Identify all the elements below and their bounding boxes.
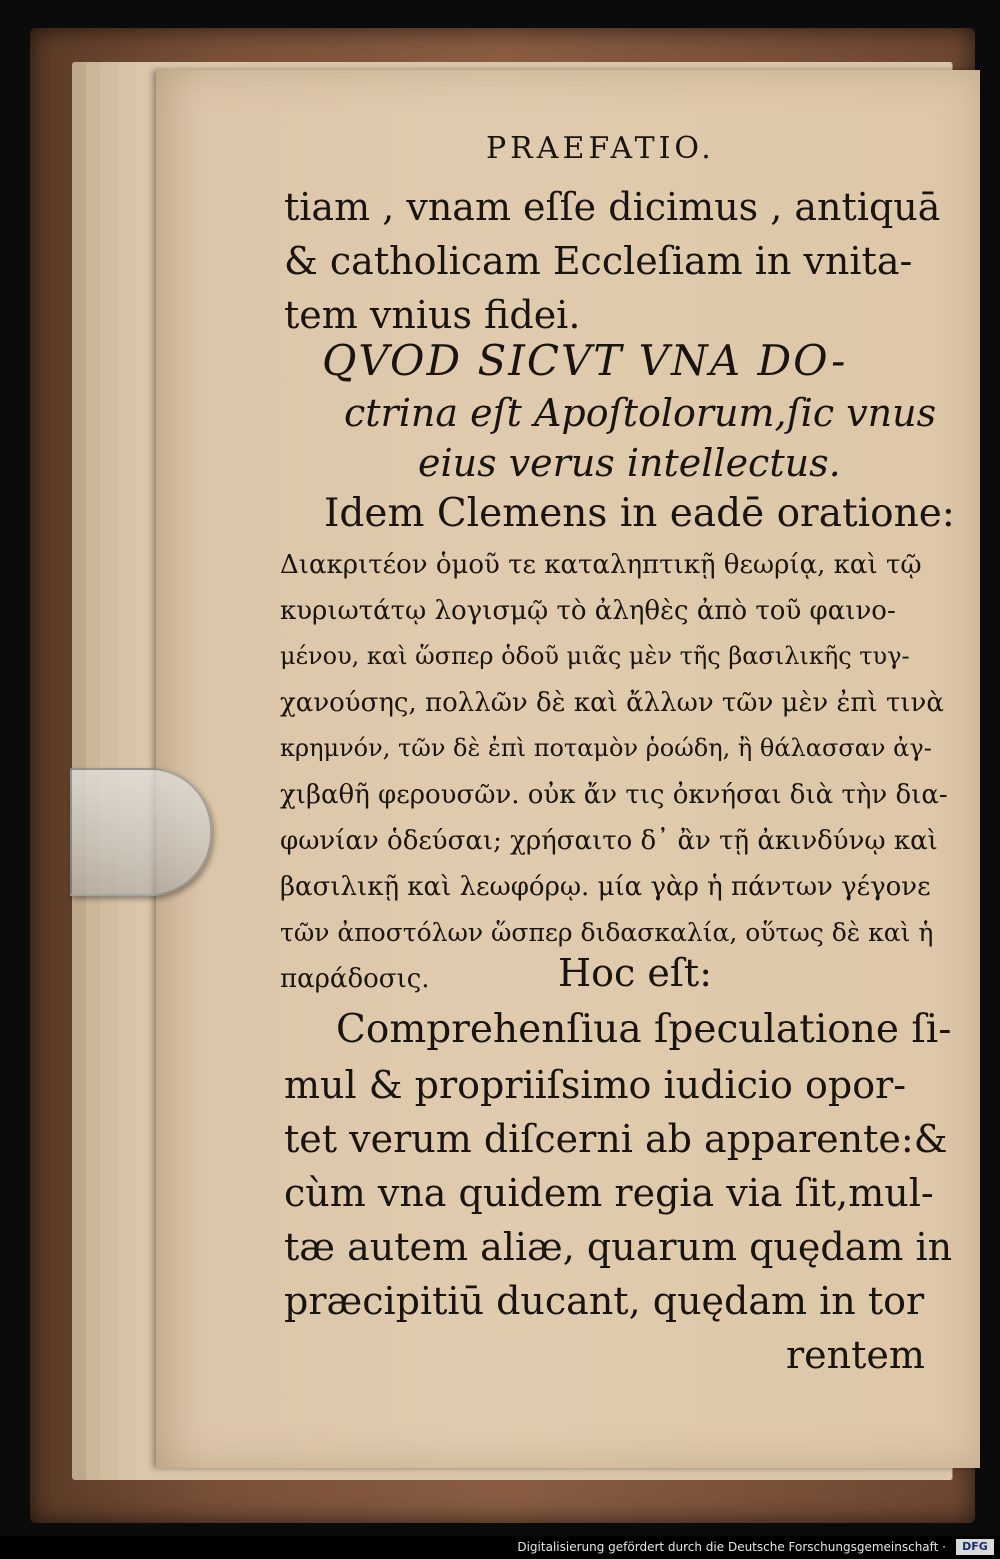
text-line: tem vnius fidei. [284, 293, 581, 337]
text-line: tet verum diſcerni ab apparente:& [284, 1117, 948, 1161]
text-line: & catholicam Eccleſiam in vnita- [284, 239, 913, 283]
greek-line: κρημνόν, τῶν δὲ ἐπὶ ποταμὸν ῥοώδη, ἢ θάλασσαν ἀγ- [280, 734, 932, 762]
running-header: PRAEFATIO. [486, 131, 715, 166]
greek-line: τῶν ἀποστόλων ὥσπερ διδασκαλία, οὕτως δὲ καὶ ἡ [280, 918, 934, 947]
greek-line: μένου, καὶ ὥσπερ ὁδοῦ μιᾶς μὲν τῆς βασιλικῆς τυγ- [280, 642, 910, 670]
text-line: præcipitiū ducant, quędam in tor [284, 1279, 925, 1323]
book-page [156, 70, 980, 1468]
text-line: Hoc eſt: [558, 951, 713, 995]
text-line: Comprehenſiua ſpeculatione ſi- [336, 1007, 952, 1052]
greek-line: παράδοσις. [280, 964, 430, 994]
heading-line: QVOD SICVT VNA DO- [322, 336, 848, 385]
catchword: rentem [786, 1333, 925, 1377]
text-line: cùm vna quidem regia via ſit,mul- [284, 1171, 934, 1215]
text-line: tæ autem aliæ, quarum quędam in [284, 1225, 953, 1269]
greek-line: κυριωτάτῳ λογισμῷ τὸ ἀληθὲς ἀπὸ τοῦ φαινο- [280, 596, 896, 626]
greek-line: βασιλικῇ καὶ λεωφόρῳ. μία γὰρ ἡ πάντων γέγονε [280, 872, 931, 902]
heading-line: ctrina eſt Apoſtolorum,ſic vnus [344, 391, 937, 435]
greek-line: χιβαθῆ φερουσῶν. οὐκ ἄν τις ὀκνήσαι διὰ τὴν δια- [280, 780, 948, 810]
funding-notice: Digitalisierung gefördert durch die Deutsche Forschungsgemeinschaft · [517, 1540, 946, 1554]
greek-line: Διακριτέον ὁμοῦ τε καταληπτικῇ θεωρίᾳ, καὶ τῷ [280, 550, 922, 580]
plastic-page-clip [70, 768, 212, 896]
text-line: Idem Clemens in eadē oratione: [324, 491, 955, 536]
heading-line: eius verus intellectus. [418, 441, 841, 485]
dfg-logo: DFG [956, 1539, 994, 1555]
text-line: mul & propriiſsimo iudicio opor- [284, 1063, 907, 1107]
greek-line: χανούσης, πολλῶν δὲ καὶ ἄλλων τῶν μὲν ἐπὶ τινὰ [280, 688, 944, 718]
text-line: tiam , vnam eſſe dicimus , antiquā [284, 185, 941, 229]
greek-line: φωνίαν ὁδεύσαι; χρήσαιτο δ᾽ ἂν τῇ ἀκινδύνῳ καὶ [280, 826, 938, 856]
